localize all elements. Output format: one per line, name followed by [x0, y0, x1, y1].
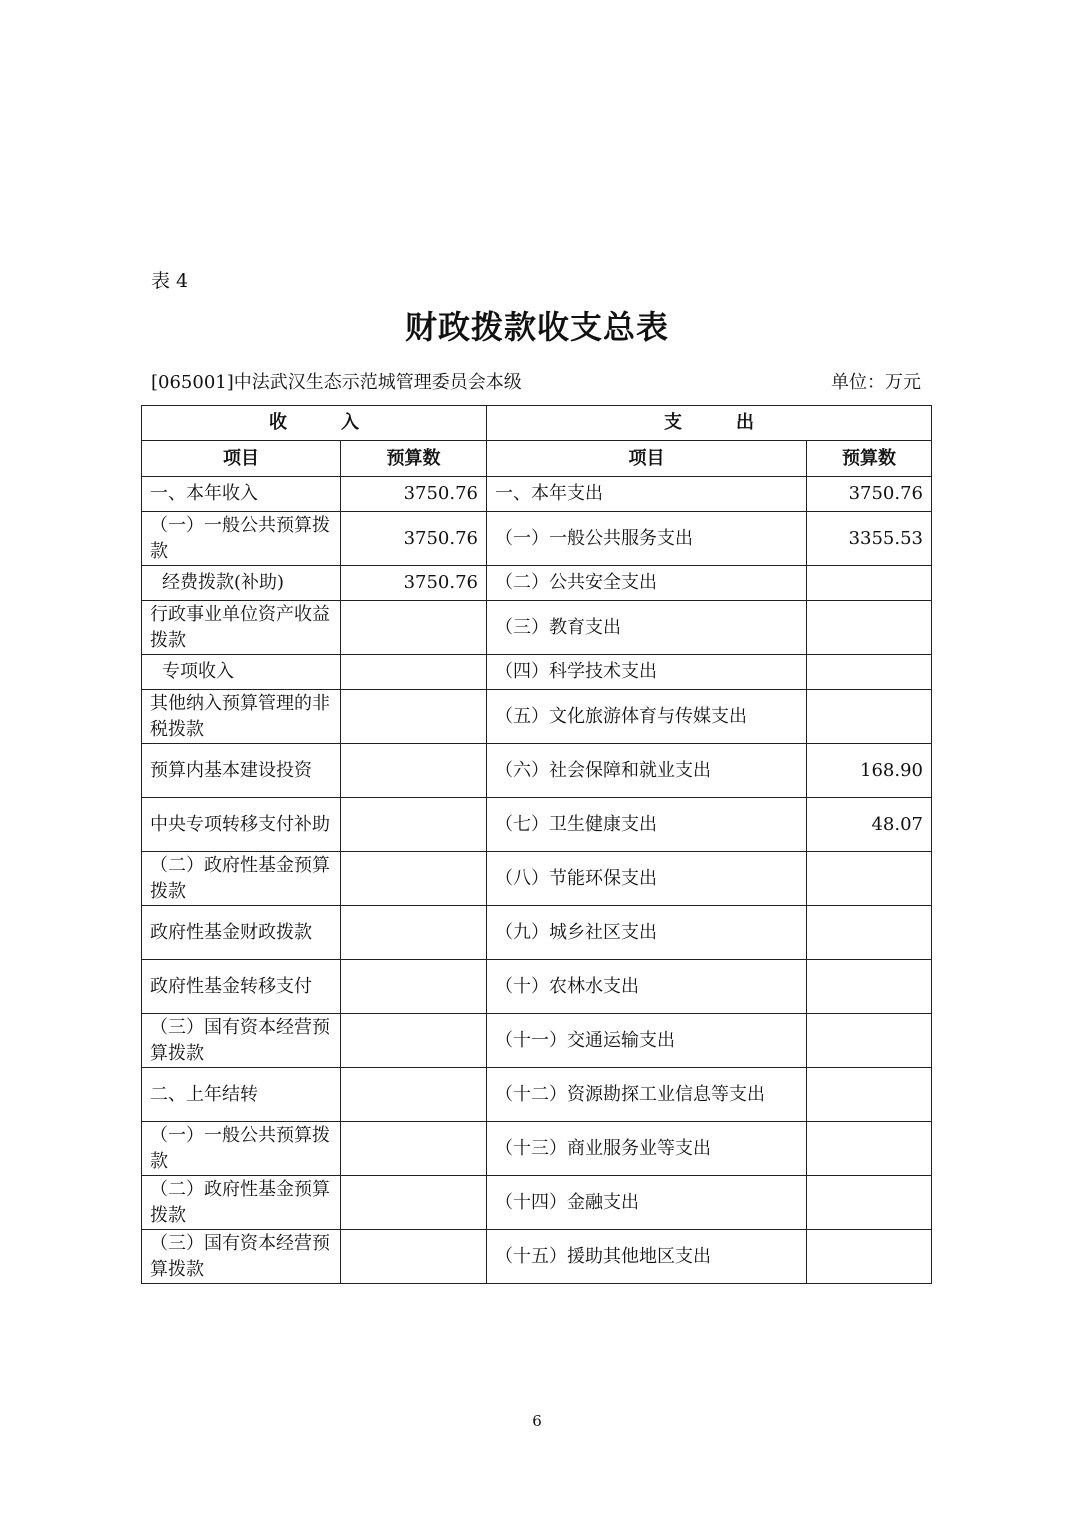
income-item: 政府性基金转移支付 [142, 960, 341, 1014]
expense-value: 3355.53 [807, 512, 932, 566]
income-value [341, 1176, 487, 1230]
expense-item: （二）公共安全支出 [487, 566, 807, 601]
expense-value [807, 852, 932, 906]
income-item: （二）政府性基金预算拨款 [142, 852, 341, 906]
expense-item: （十四）金融支出 [487, 1176, 807, 1230]
expense-item: （十一）交通运输支出 [487, 1014, 807, 1068]
income-item: （一）一般公共预算拨款 [142, 1122, 341, 1176]
income-value [341, 960, 487, 1014]
expense-value [807, 1068, 932, 1122]
table-row [142, 566, 932, 601]
expense-item: 一、本年支出 [487, 477, 807, 512]
table-label: 表 4 [151, 270, 189, 292]
expense-item: （一）一般公共服务支出 [487, 512, 807, 566]
income-item: （一）一般公共预算拨款 [142, 512, 341, 566]
unit-label: 单位：万元 [831, 372, 921, 393]
table-row [142, 655, 932, 690]
table-row [142, 1176, 932, 1230]
table-row [142, 1122, 932, 1176]
expense-value [807, 960, 932, 1014]
income-value [341, 906, 487, 960]
expense-value [807, 906, 932, 960]
income-value: 3750.76 [341, 477, 487, 512]
table-row [142, 690, 932, 744]
table-row [142, 512, 932, 566]
income-item: 一、本年收入 [142, 477, 341, 512]
table-row [142, 852, 932, 906]
expense-value: 48.07 [807, 798, 932, 852]
organization-name: [065001]中法武汉生态示范城管理委员会本级 [151, 372, 522, 393]
table-row [142, 1014, 932, 1068]
income-budget-header: 预算数 [341, 441, 487, 477]
column-header-row [142, 441, 932, 477]
income-item-header: 项目 [142, 441, 341, 477]
expense-item: （八）节能环保支出 [487, 852, 807, 906]
expense-item: （三）教育支出 [487, 601, 807, 655]
income-item: 专项收入 [142, 655, 341, 690]
expense-value [807, 1230, 932, 1284]
expense-value [807, 601, 932, 655]
expense-item: （五）文化旅游体育与传媒支出 [487, 690, 807, 744]
table-row [142, 798, 932, 852]
income-item: 预算内基本建设投资 [142, 744, 341, 798]
income-value [341, 1068, 487, 1122]
table-row [142, 744, 932, 798]
expense-value [807, 566, 932, 601]
expense-item: （十三）商业服务业等支出 [487, 1122, 807, 1176]
income-value: 3750.76 [341, 512, 487, 566]
expense-value [807, 655, 932, 690]
expense-item: （十二）资源勘探工业信息等支出 [487, 1068, 807, 1122]
expense-value [807, 1014, 932, 1068]
income-item: 行政事业单位资产收益拨款 [142, 601, 341, 655]
income-value [341, 798, 487, 852]
budget-summary-table [141, 405, 932, 1284]
expense-value [807, 690, 932, 744]
expense-item: （六）社会保障和就业支出 [487, 744, 807, 798]
section-header-row [142, 406, 932, 441]
income-value [341, 852, 487, 906]
income-item: 政府性基金财政拨款 [142, 906, 341, 960]
income-value [341, 655, 487, 690]
expense-value [807, 1176, 932, 1230]
income-item: 中央专项转移支付补助 [142, 798, 341, 852]
expense-section-header: 支 出 [487, 406, 932, 441]
expense-item: （十五）援助其他地区支出 [487, 1230, 807, 1284]
expense-item: （四）科学技术支出 [487, 655, 807, 690]
table-row [142, 1068, 932, 1122]
table-row [142, 906, 932, 960]
income-value [341, 601, 487, 655]
page-title: 财政拨款收支总表 [404, 308, 669, 346]
expense-item: （九）城乡社区支出 [487, 906, 807, 960]
income-value [341, 744, 487, 798]
page-number: 6 [532, 1412, 542, 1430]
income-item: （三）国有资本经营预算拨款 [142, 1014, 341, 1068]
income-value: 3750.76 [341, 566, 487, 601]
income-item: 其他纳入预算管理的非税拨款 [142, 690, 341, 744]
income-item: （三）国有资本经营预算拨款 [142, 1230, 341, 1284]
table-row [142, 1230, 932, 1284]
income-value [341, 1230, 487, 1284]
table-row [142, 477, 932, 512]
income-value [341, 690, 487, 744]
expense-item: （十）农林水支出 [487, 960, 807, 1014]
expense-value: 168.90 [807, 744, 932, 798]
expense-value [807, 1122, 932, 1176]
income-item: 经费拨款(补助) [142, 566, 341, 601]
expense-item-header: 项目 [487, 441, 807, 477]
income-value [341, 1014, 487, 1068]
income-value [341, 1122, 487, 1176]
income-item: 二、上年结转 [142, 1068, 341, 1122]
expense-budget-header: 预算数 [807, 441, 932, 477]
table-row [142, 960, 932, 1014]
income-section-header: 收 入 [142, 406, 487, 441]
table-row [142, 601, 932, 655]
income-item: （二）政府性基金预算拨款 [142, 1176, 341, 1230]
expense-value: 3750.76 [807, 477, 932, 512]
expense-item: （七）卫生健康支出 [487, 798, 807, 852]
